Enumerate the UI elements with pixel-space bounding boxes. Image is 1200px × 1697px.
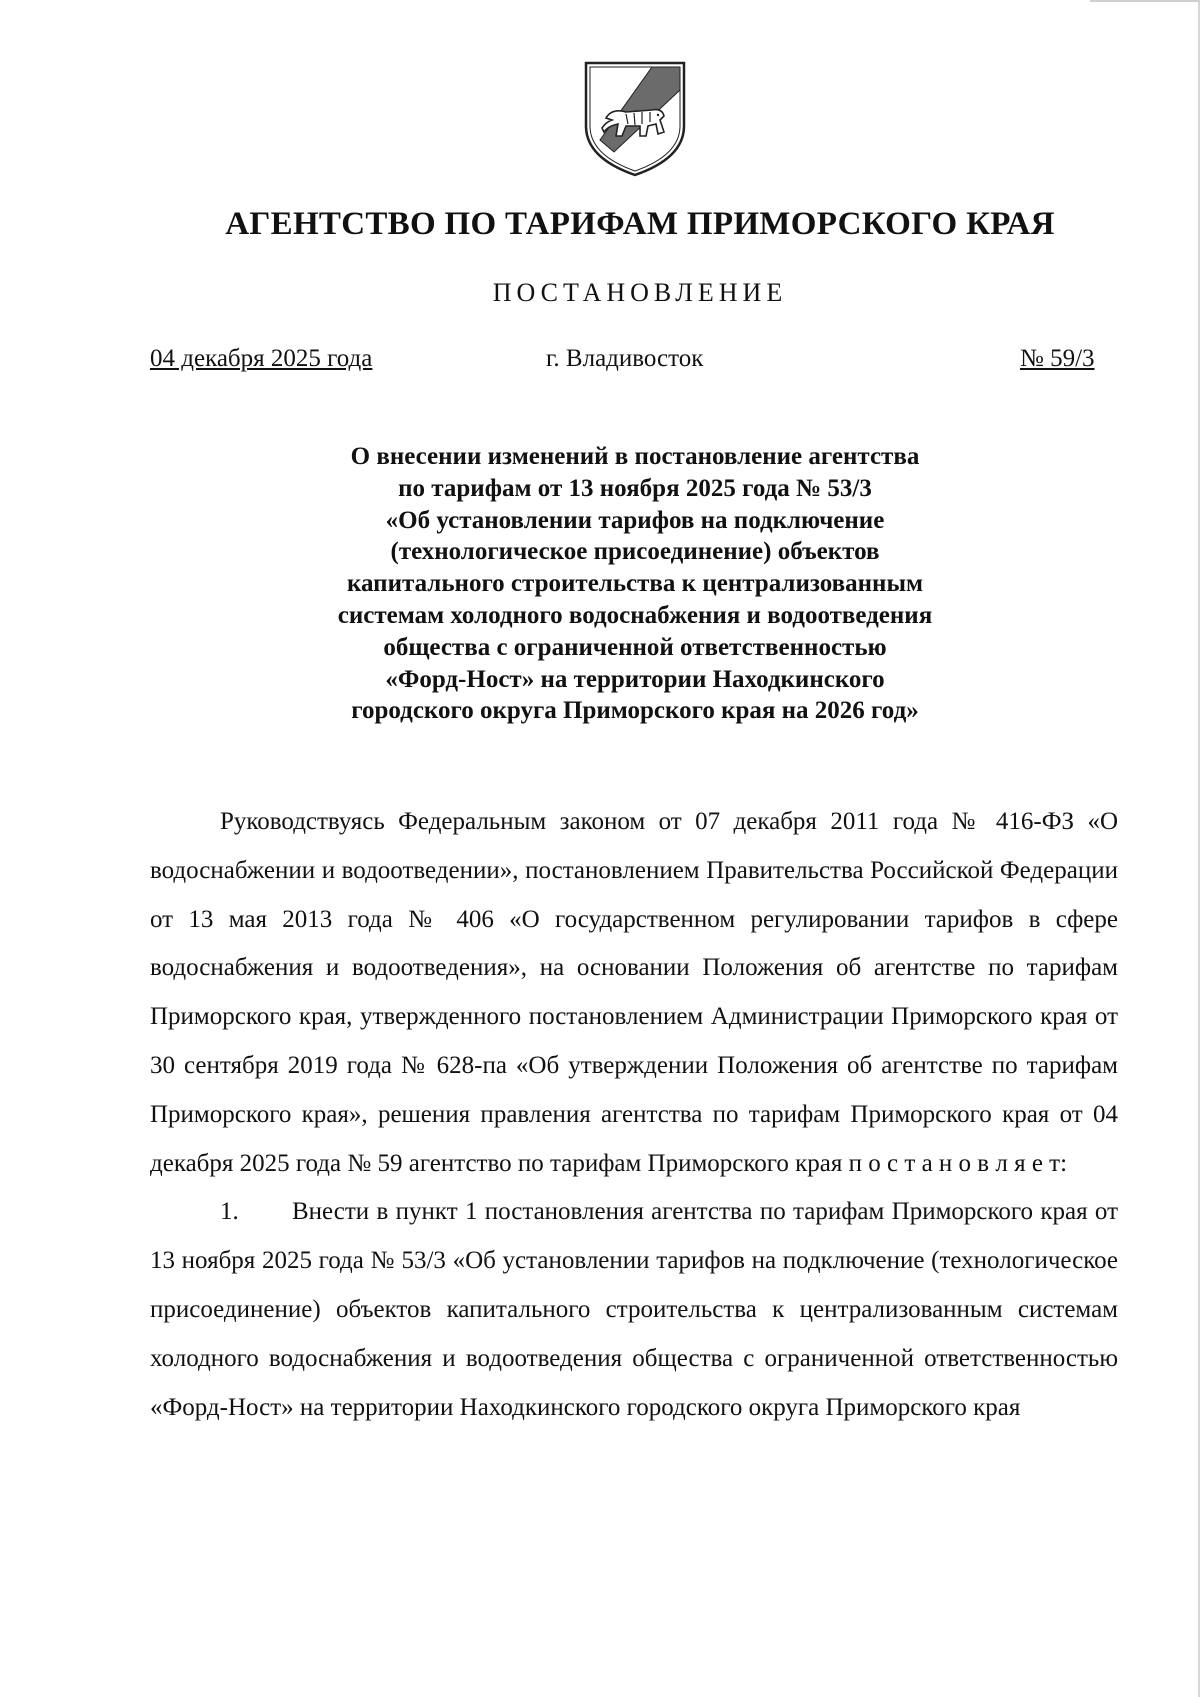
primorsky-krai-coat-of-arms-icon [582,60,688,178]
page-edge-top [1090,0,1200,2]
subject-line: системам холодного водоснабжения и водоотведения [337,601,933,629]
document-number: № 59/3 [1020,345,1095,372]
preamble-paragraph [150,798,1118,1188]
agency-title: АГЕНТСТВО ПО ТАРИФАМ ПРИМОРСКОГО КРАЯ [225,206,1055,242]
item-1-text: Внести в пункт 1 постановления агентства по тарифам Приморского края от 13 ноября 2025 года № 53/3 «Об установлении тарифов на подключение (технологическое присоединение) объектов капитального строительства к централизованным системам холодного водоснабжения и водоотведения общества с ограниченной ответственностью «Форд-Ност» на территории Находкинского городского округа Приморского края [150,1198,1118,1421]
document-subject [0,441,1200,727]
subject-line: «Форд-Ност» на территории Находкинского [385,665,885,693]
subject-line: (технологическое присоединение) объектов [390,538,880,566]
subject-line: городского округа Приморского края на 2026 год» [351,697,919,725]
document-type: ПОСТАНОВЛЕНИЕ [492,278,788,307]
subject-line: капитального строительства к централизованным [346,570,923,598]
document-body [150,798,1118,1432]
subject-line: общества с ограниченной ответственностью [383,633,887,661]
resolves-phrase: п о с т а н о в л я е т: [848,1149,1068,1177]
document-city: г. Владивосток [546,345,704,372]
subject-line: О внесении изменений в постановление агентства [350,443,920,470]
preamble-text: Руководствуясь Федеральным законом от 07 декабря 2011 года № 416-ФЗ «О водоснабжении и водоотведении», постановлением Правительства Российской Федерации от 13 мая 2013 года № 406 «О государственном регулировании тарифов в сфере водоснабжения и водоотведения», на основании Положения об агентстве по тарифам Приморского края, утвержденного постановлением Администрации Приморского края от 30 сентября 2019 года № 628-па «Об утверждении Положения об агентстве по тарифам Приморского края», решения правления агентства по тарифам Приморского края от 04 декабря 2025 года № 59 агентство по тарифам Приморского края [150,808,1118,1177]
item-1-paragraph [150,1188,1118,1432]
subject-line: «Об установлении тарифов на подключение [385,506,885,534]
subject-line: по тарифам от 13 ноября 2025 года № 53/3 [398,474,872,502]
item-1-number: 1. [220,1198,239,1226]
document-date: 04 декабря 2025 года [150,345,373,372]
